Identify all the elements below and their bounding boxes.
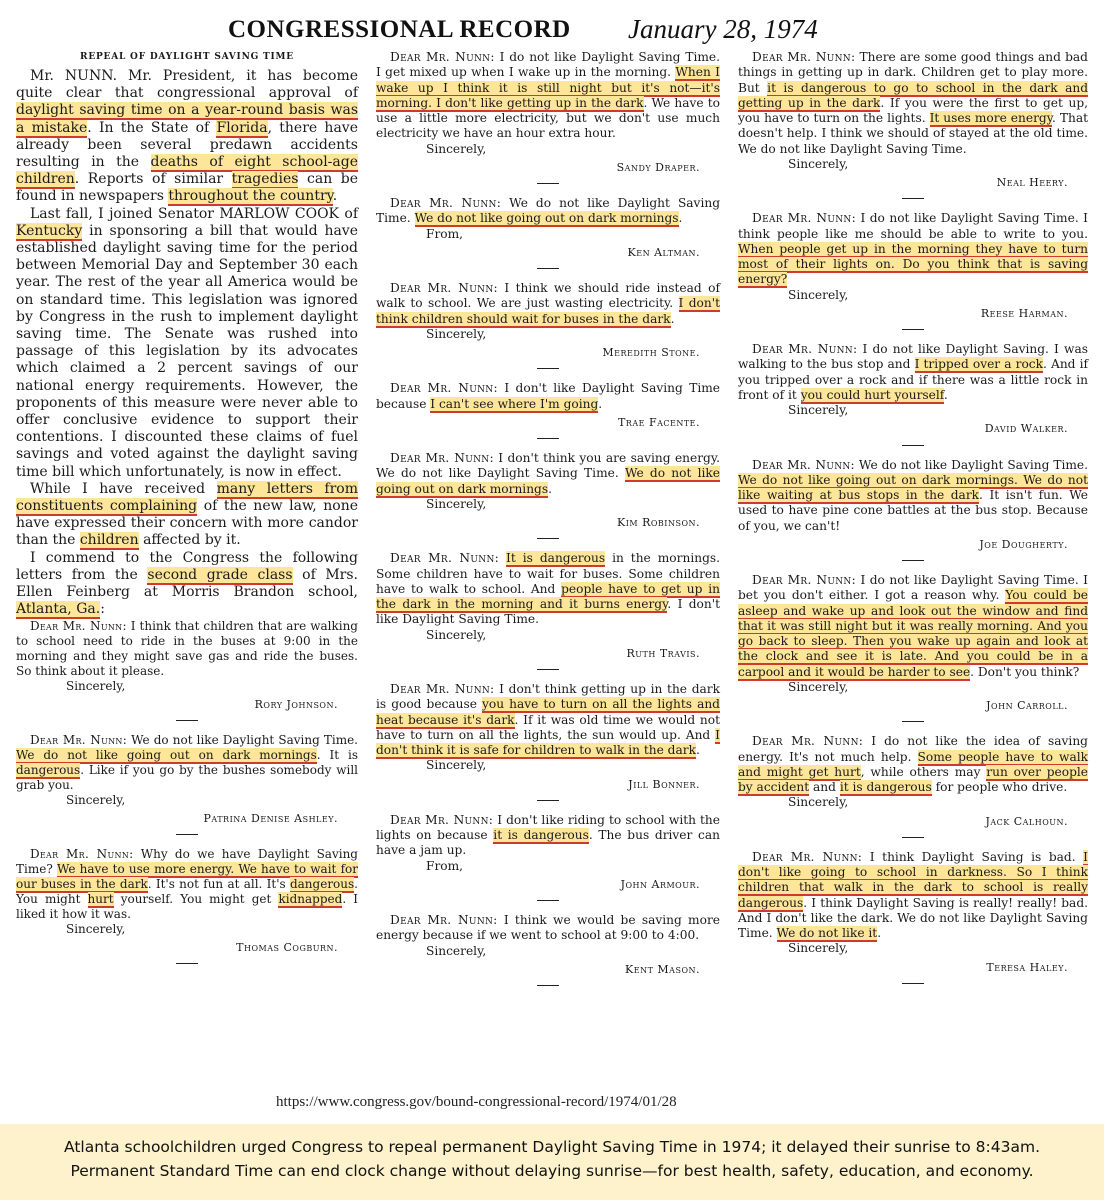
highlight-run: I can't see where I'm going [430,396,599,411]
letter-signature: Rory Johnson. [254,697,338,711]
text-run: . [548,481,552,496]
letter-signature: Trae Facente. [617,415,700,429]
letter-body [738,573,1088,680]
letter-signature: Ken Altman. [627,245,700,259]
divider-rule [902,560,924,561]
text-run: I do not like Daylight Saving. I was walking to the bus stop and [738,342,1088,372]
highlight-run: I don't think children should wait for buses in the dark [376,296,720,326]
letter-body [16,619,358,679]
divider-rule [537,669,559,670]
letter-closing: Sincerely, [426,758,487,773]
letter-salutation: Dear Mr. Nunn: [390,812,494,827]
highlight-run: I don't think it is safe for children to walk in the dark [376,727,720,757]
letter [738,734,1088,838]
letter-salutation: Dear Mr. Nunn: [752,211,856,226]
caption-line-1: Atlanta schoolchildren urged Congress to repeal permanent Daylight Saving Time in 1974; it delayed their sunrise to 8:43am. [63,1138,1041,1156]
letter-body [376,451,720,497]
letter-body [376,682,720,758]
letter [376,682,720,801]
column-2 [376,50,720,998]
highlight-run: many letters from constituents complaining [16,480,358,515]
highlight-run: We do not like going out on dark mornings [16,747,317,762]
letter-closing: Sincerely, [788,941,849,956]
letter [16,619,358,721]
letter [376,551,720,670]
divider-rule [537,985,559,986]
divider-rule [902,721,924,722]
letter-closing: Sincerely, [788,156,849,171]
text-run: I do not like Daylight Saving Time. I think people like me should be able to write to you. [738,211,1088,241]
letter [16,847,358,964]
publication-title: CONGRESSIONAL RECORD [228,16,571,43]
letter-body [16,733,358,793]
letter [376,281,720,369]
divider-rule [902,837,924,838]
text-run: While I have received [30,480,217,497]
letter [376,451,720,539]
letter-closing: Sincerely, [426,627,487,642]
text-run: . I think Daylight Saving is really! really! bad. And I don't like the dark. We do not like Daylight Saving Time. [738,895,1088,940]
text-run: . Don't you think? [970,664,1080,679]
letter-body [738,458,1088,534]
text-run: can be found in newspapers [16,171,358,205]
highlight-run: We do not like going out on dark mornings [414,211,679,226]
text-run: of the new law, none have expressed their concern with more candor than the [16,498,359,549]
letter-closing: Sincerely, [426,141,487,156]
letter-body [376,551,720,627]
letter-salutation: Dear Mr. Nunn: [30,732,128,747]
text-run: . I liked it how it was. [16,891,358,921]
letters-column-2 [376,50,720,986]
letter-body [376,281,720,327]
letter-closing: Sincerely, [788,795,849,810]
text-run: . It isn't fun. We used to have pine cone battles at the bus stop. Because of you, we can't! [738,488,1088,533]
letter [738,458,1088,562]
text-run: in sponsoring a bill that would have established daylight saving time for the period between Memorial Day and September 30 each year. The rest of the year all America would be on standard time. This legislation was ignored by Congress in the rush to implement daylight saving time. The Senate was rushed into passage of this legislation by its advocates which claimed a 2 percent savings of our national energy requirements. However, the proponents of this measure were never able to offer conclusive evidence to support their contentions. I discounted these claims of fuel savings and voted against the daylight saving time bill which unfortunately, is now in effect. [16,222,358,480]
caption-line-2: Permanent Standard Time can end clock change without delaying sunrise—for best health, safety, education, and economy. [70,1162,1034,1180]
article-paragraph [16,481,358,550]
letter-body [376,50,720,142]
letter-salutation: Dear Mr. Nunn: [390,913,498,927]
divider-rule [176,834,198,835]
publication-date: January 28, 1974 [628,14,818,44]
article-paragraph [16,68,358,206]
letter-signature: Thomas Cogburn. [236,940,338,954]
letter-closing: Sincerely, [426,943,487,958]
letter [376,813,720,901]
highlight-run: We do not like going out on dark mornings [376,466,721,496]
letter-salutation: Dear Mr. Nunn: [752,342,858,356]
text-run: I think that children that are walking to school need to ride in the buses at 9:00 in the morning and they might save gas and ride the buses. So think about it please. [16,618,358,678]
highlight-run: We do not like going out on dark mornings. We do not like waiting at bus stops in the dark [738,472,1088,502]
letter-body [738,50,1088,157]
article-paragraph [16,206,358,481]
letter-closing: Sincerely, [788,403,849,417]
text-run [499,551,506,565]
text-run: I do not like the idea of saving energy. It's not much help. [738,734,1088,764]
article-heading: REPEAL OF DAYLIGHT SAVING TIME [80,52,294,62]
letters-column-1 [16,619,358,964]
letter-body [376,813,720,859]
letter-salutation: Dear Mr. Nunn: [752,573,856,587]
letter [376,50,720,184]
highlight-run: dangerous [16,762,81,777]
text-run: We do not like Daylight Saving Time. [127,732,358,747]
highlight-run: tragedies [231,171,299,188]
letter-salutation: Dear Mr. Nunn: [390,281,498,295]
source-url[interactable]: https://www.congress.gov/bound-congressional-record/1974/01/28 [276,1094,677,1110]
highlight-run: daylight saving time on a year-round basis was a mistake [16,102,358,136]
text-run: . We have to use a little more electricity, but we don't use much electricity we have an hour extra hour. [376,95,720,141]
letter-closing: Sincerely, [66,921,126,936]
text-run: . If you were the first to get up, you have to turn on the lights. [738,95,1088,125]
letter-salutation: Dear Mr. Nunn: [390,196,502,210]
text-run: . I don't like Daylight Saving Time. [376,597,720,627]
text-run: : [100,601,105,618]
highlight-run: people have to get up in the dark in the morning and it burns energy [376,581,720,611]
letter-salutation: Dear Mr. Nunn: [390,551,500,566]
letter-salutation: Dear Mr. Nunn: [752,734,864,749]
letter-signature: Sandy Draper. [616,160,700,174]
letter-body [738,211,1088,287]
letter-salutation: Dear Mr. Nunn: [752,457,855,472]
text-run: in the mornings. Some children have to wait for buses. Some children have to walk to school. And [376,551,720,596]
letter-body [376,381,720,412]
letter-closing: Sincerely, [788,679,849,694]
highlight-run: Some people have to walk and might get hurt [738,749,1088,779]
highlight-run: When people get up in the morning they have to turn most of their lights on. Do you think that is saving energy? [738,241,1088,287]
highlight-run: children [79,532,139,549]
letter-signature: John Armour. [620,877,700,891]
text-run: I do not like Daylight Saving Time. I get mixed up when I wake up in the morning. [376,50,720,80]
highlight-run: it is dangerous to go to school in the dark and getting up in the dark [738,80,1088,110]
letter-closing: From, [426,858,464,873]
text-run: Why do we have Daylight Saving Time? [16,846,358,876]
letter-salutation: Dear Mr. Nunn: [30,618,127,633]
text-run: There are some good things and bad things in getting up in dark. Children get to play more. But [738,50,1088,95]
text-run: I don't think getting up in the dark is good because [376,682,720,712]
letter [376,196,720,269]
letter-closing: Sincerely, [66,678,126,693]
masthead [0,10,1104,52]
text-run: . That doesn't help. I think we should of stayed at the old time. We do not like Daylight Saving Time. [738,111,1088,156]
letter-signature: David Walker. [984,422,1068,436]
highlight-run: Florida [216,119,268,136]
text-run: and [809,780,840,794]
letter [16,733,358,835]
caption-banner [0,1124,1104,1200]
highlight-run: It uses more energy [929,111,1052,125]
divider-rule [902,198,924,199]
article-paragraph [16,550,358,619]
text-run: of Mrs. Ellen Feinberg at Morris Brandon school, [16,566,358,601]
letter-signature: Reese Harman. [980,306,1068,320]
text-run: . [670,311,675,326]
letter-salutation: Dear Mr. Nunn: [752,849,863,864]
text-run: for people who drive. [931,780,1068,794]
text-run: . You might [16,876,358,906]
divider-rule [537,268,559,269]
letter-salutation: Dear Mr. Nunn: [30,846,134,861]
text-run: . The bus driver can have a jam up. [376,828,720,858]
divider-rule [537,368,559,369]
text-run: , there have already been several predawn accidents resulting in the [16,119,358,171]
letter-salutation: Dear Mr. Nunn: [752,50,856,64]
letter-signature: John Carroll. [986,699,1068,712]
letter-body [376,913,720,944]
letter-signature: Kim Robinson. [617,516,700,529]
letters-column-3 [738,50,1088,984]
text-run: . [598,396,603,411]
divider-rule [537,438,559,439]
text-run: We do not like Daylight Saving Time. [376,196,720,226]
letter-signature: Jill Bonner. [628,777,700,791]
highlight-run: kidnapped [278,891,343,906]
letter-body [738,342,1088,403]
divider-rule [176,720,198,721]
highlight-run: deaths of eight school-age children [16,154,358,188]
letter-signature: Jack Calhoun. [985,814,1068,828]
letter-signature: Neal Heery. [996,176,1068,189]
text-run: I don't like Daylight Saving Time because [376,381,720,411]
letter-body [376,196,720,227]
letter [738,211,1088,330]
text-run: I think Daylight Saving is bad. [862,849,1084,864]
highlight-run: run over people by accident [738,764,1088,794]
text-run: I don't think you are saving energy. We do not like Daylight Saving Time. [376,451,720,481]
text-run: . Reports of similar [74,171,232,188]
highlight-run: you could hurt yourself [800,387,944,402]
letter-closing: Sincerely, [66,792,126,807]
text-run: . And if you tripped over a rock and if there was a little rock in front of it [738,357,1089,402]
text-run: . Like if you go by the bushes somebody will grab you. [16,762,358,792]
highlight-run: you have to turn on all the lights and heat because it's dark [376,697,720,727]
highlight-run: dangerous [289,876,355,891]
text-run: We do not like Daylight Saving Time. [854,457,1088,472]
text-run: yourself. You might get [113,891,279,906]
text-run: . [678,211,683,226]
highlight-run: We do not like it [776,926,878,940]
letter-closing: Sincerely, [426,496,487,511]
letter-signature: Kent Mason. [625,962,700,976]
text-run: I do not like Daylight Saving Time. I bet you don't either. I got a reason why. [738,573,1088,603]
highlight-run: You could be asleep and wake up and look out the window and find that it was still night but it was really morning. And you go back to sleep. Then you wake up again and look at the clock and see it is late. And you could be in a carpool and it would be harder to see [738,588,1088,679]
text-run: . [877,926,882,940]
divider-rule [537,183,559,184]
divider-rule [176,963,198,964]
column-3 [738,50,1088,996]
divider-rule [537,800,559,801]
highlight-run: it is dangerous [493,828,589,842]
letter [738,342,1088,446]
highlight-run: Kentucky [16,222,83,239]
highlight-run: I don't like going to school in darkness. So I think children that walk in the dark to school is really dangerous [738,849,1088,910]
letter-closing: Sincerely, [788,287,849,302]
divider-rule [537,900,559,901]
text-run: . It is [316,747,358,762]
divider-rule [537,538,559,539]
letter-closing: From, [426,226,464,241]
text-run: I commend to the Congress the following letters from the [16,549,358,583]
text-run: Last fall, I joined Senator MARLOW COOK of [30,205,358,222]
divider-rule [902,329,924,330]
text-run: . [943,387,948,402]
letter [738,850,1088,984]
highlight-run: throughout the country [168,188,333,205]
text-run: . [332,188,338,205]
highlight-run: Atlanta, Ga. [16,601,101,618]
highlight-run: second grade class [147,566,293,583]
text-run: . In the State of [87,119,217,136]
text-run: . It's not fun at all. It's [147,876,290,891]
letter-signature: Patrina Denise Ashley. [203,811,338,825]
highlight-run: it is dangerous [839,780,932,794]
divider-rule [902,445,924,446]
highlight-run: It is dangerous [506,551,606,566]
text-run: I think we would be saving more energy because if we went to school at 9:00 to 4:00. [376,913,720,943]
letter-closing: Sincerely, [426,326,487,341]
letter-salutation: Dear Mr. Nunn: [390,381,498,396]
letter-salutation: Dear Mr. Nunn: [390,682,495,696]
letter-signature: Teresa Haley. [986,960,1068,974]
column-1 [16,50,358,976]
text-run: . If it was old time we would not have to turn on all the lights, the sun would up. And [376,712,720,742]
letter-salutation: Dear Mr. Nunn: [390,50,495,64]
letter [738,50,1088,199]
text-run: . [695,743,700,757]
highlight-run: I tripped over a rock [914,357,1044,372]
highlight-run: When I wake up I think it is still night but it's not—it's morning. I don't like getting up in the dark [376,65,720,110]
letter [738,573,1088,722]
letter-body [738,850,1088,942]
text-run: I don't like riding to school with the lights on because [376,812,720,842]
letter-signature: Joe Dougherty. [979,537,1068,551]
text-run: Mr. NUNN. Mr. President, it has become quite clear that congressional approval of [16,68,358,102]
divider-rule [902,983,924,984]
letter-body [738,734,1088,795]
letter-salutation: Dear Mr. Nunn: [390,451,494,465]
letter [376,381,720,439]
highlight-run: hurt [87,891,114,906]
letter-signature: Ruth Travis. [626,646,700,660]
letter-body [16,847,358,922]
letter-signature: Meredith Stone. [602,346,700,359]
text-run: affected by it. [138,532,241,549]
text-run: I think we should ride instead of walk to school. We are just wasting electricity. [376,281,720,311]
highlight-run: We have to use more energy. We have to wait for our buses in the dark [16,861,358,891]
letter [376,913,720,986]
article-intro [16,68,358,619]
text-run: , while others may [860,764,987,779]
